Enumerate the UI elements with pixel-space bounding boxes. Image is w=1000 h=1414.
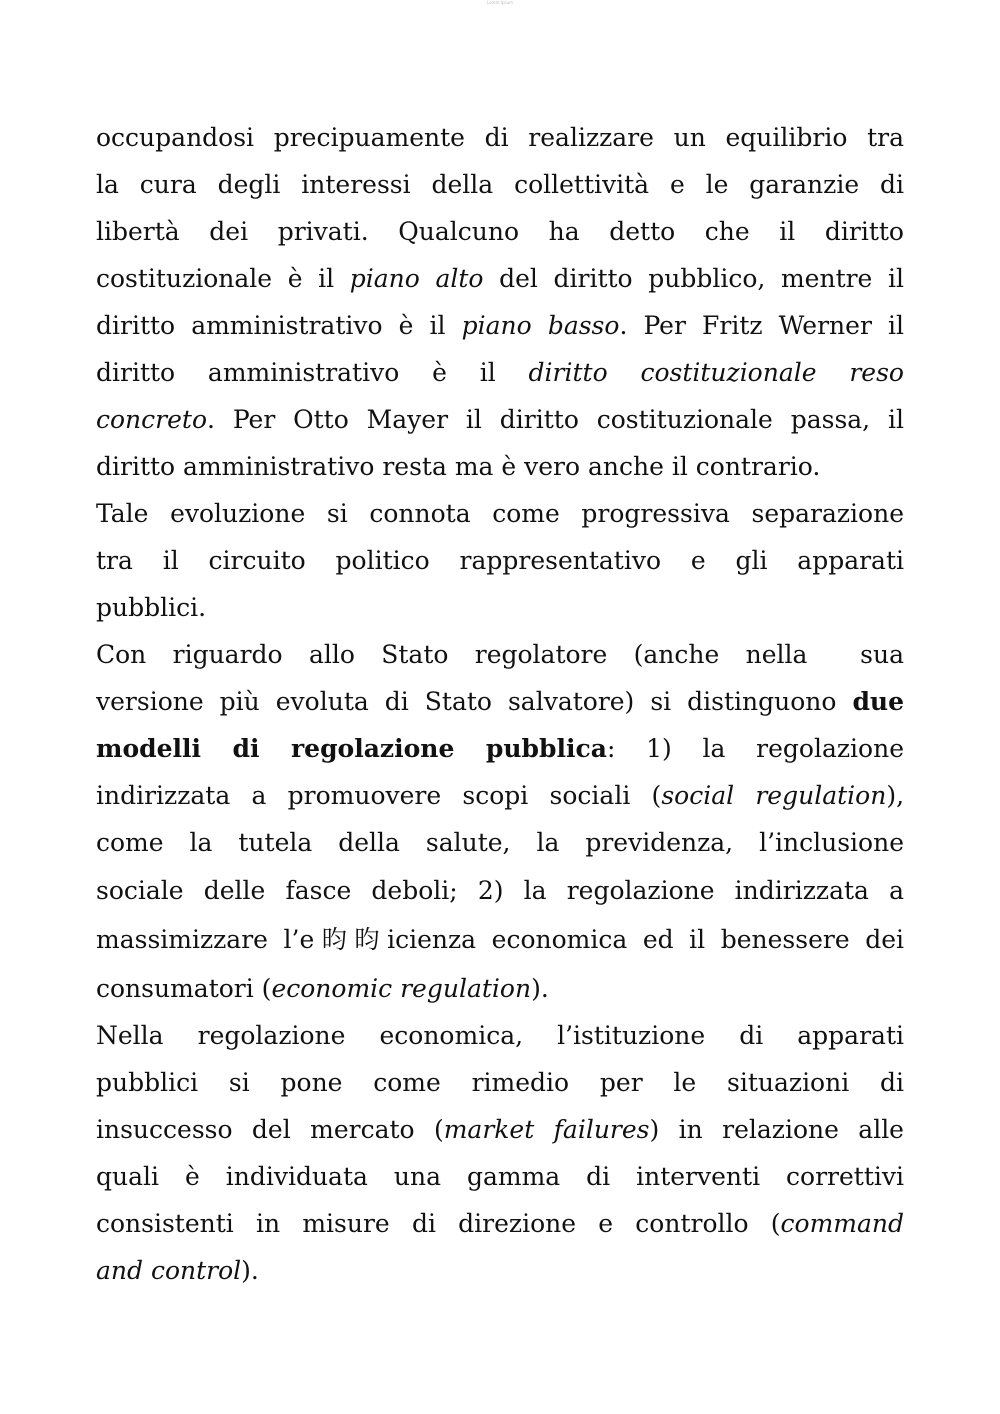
- italic-term: market failures: [443, 1115, 650, 1144]
- text-line: diritto amministrativo è il diritto costituzionale reso: [96, 358, 904, 387]
- italic-term: diritto costituzionale reso: [528, 358, 904, 387]
- paragraph-2: [96, 490, 904, 631]
- text-line: concreto. Per Otto Mayer il diritto costituzionale passa, il: [96, 405, 904, 434]
- italic-term: piano basso: [461, 311, 620, 340]
- text-line: tra il circuito politico rappresentativo e gli apparati: [96, 546, 904, 575]
- text-line: diritto amministrativo è il piano basso. Per Fritz Werner il: [96, 311, 904, 340]
- text-line: diritto amministrativo resta ma è vero anche il contrario.: [96, 452, 821, 481]
- text-line: pubblici si pone come rimedio per le situazioni di: [96, 1068, 904, 1097]
- bold-term: due: [852, 687, 904, 716]
- document-page: [96, 114, 904, 1294]
- italic-term: and control: [96, 1256, 242, 1285]
- text-line: occupandosi precipuamente di realizzare un equilibrio tra: [96, 123, 904, 152]
- text-line: la cura degli interessi della collettività e le garanzie di: [96, 170, 904, 199]
- text-line: pubblici.: [96, 593, 207, 622]
- text-line: consistenti in misure di direzione e controllo (command: [96, 1209, 904, 1238]
- paragraph-3: [96, 631, 904, 1012]
- paragraph-4: [96, 1012, 904, 1294]
- italic-term: piano alto: [349, 264, 484, 293]
- text-line: modelli di regolazione pubblica: 1) la regolazione: [96, 734, 904, 763]
- paragraph-1: [96, 114, 904, 490]
- text-line: versione più evoluta di Stato salvatore) si distinguono due: [96, 687, 904, 716]
- italic-term: economic regulation: [271, 974, 532, 1003]
- text-line: quali è individuata una gamma di interventi correttivi: [96, 1162, 904, 1191]
- text-line: Tale evoluzione si connota come progressiva separazione: [96, 499, 904, 528]
- text-line: and control).: [96, 1256, 259, 1285]
- text-line: massimizzare l’e昀昀icienza economica ed il benessere dei: [96, 925, 904, 954]
- italic-term: social regulation: [661, 781, 887, 810]
- text-line: insuccesso del mercato (market failures) in relazione alle: [96, 1115, 904, 1144]
- header-watermark: Lorem Ipsum: [486, 0, 514, 5]
- text-line: come la tutela della salute, la previdenza, l’inclusione: [96, 828, 904, 857]
- text-line: consumatori (economic regulation).: [96, 974, 549, 1003]
- text-line: costituzionale è il piano alto del diritto pubblico, mentre il: [96, 264, 904, 293]
- text-line: Nella regolazione economica, l’istituzione di apparati: [96, 1021, 904, 1050]
- italic-term: concreto: [96, 405, 207, 434]
- bold-term: modelli di regolazione pubblica: [96, 734, 607, 763]
- text-line: Con riguardo allo Stato regolatore (anche nella sua: [96, 640, 904, 669]
- text-line: sociale delle fasce deboli; 2) la regolazione indirizzata a: [96, 876, 904, 905]
- italic-term: command: [780, 1209, 904, 1238]
- text-line: indirizzata a promuovere scopi sociali (social regulation),: [96, 781, 904, 810]
- text-line: libertà dei privati. Qualcuno ha detto che il diritto: [96, 217, 904, 246]
